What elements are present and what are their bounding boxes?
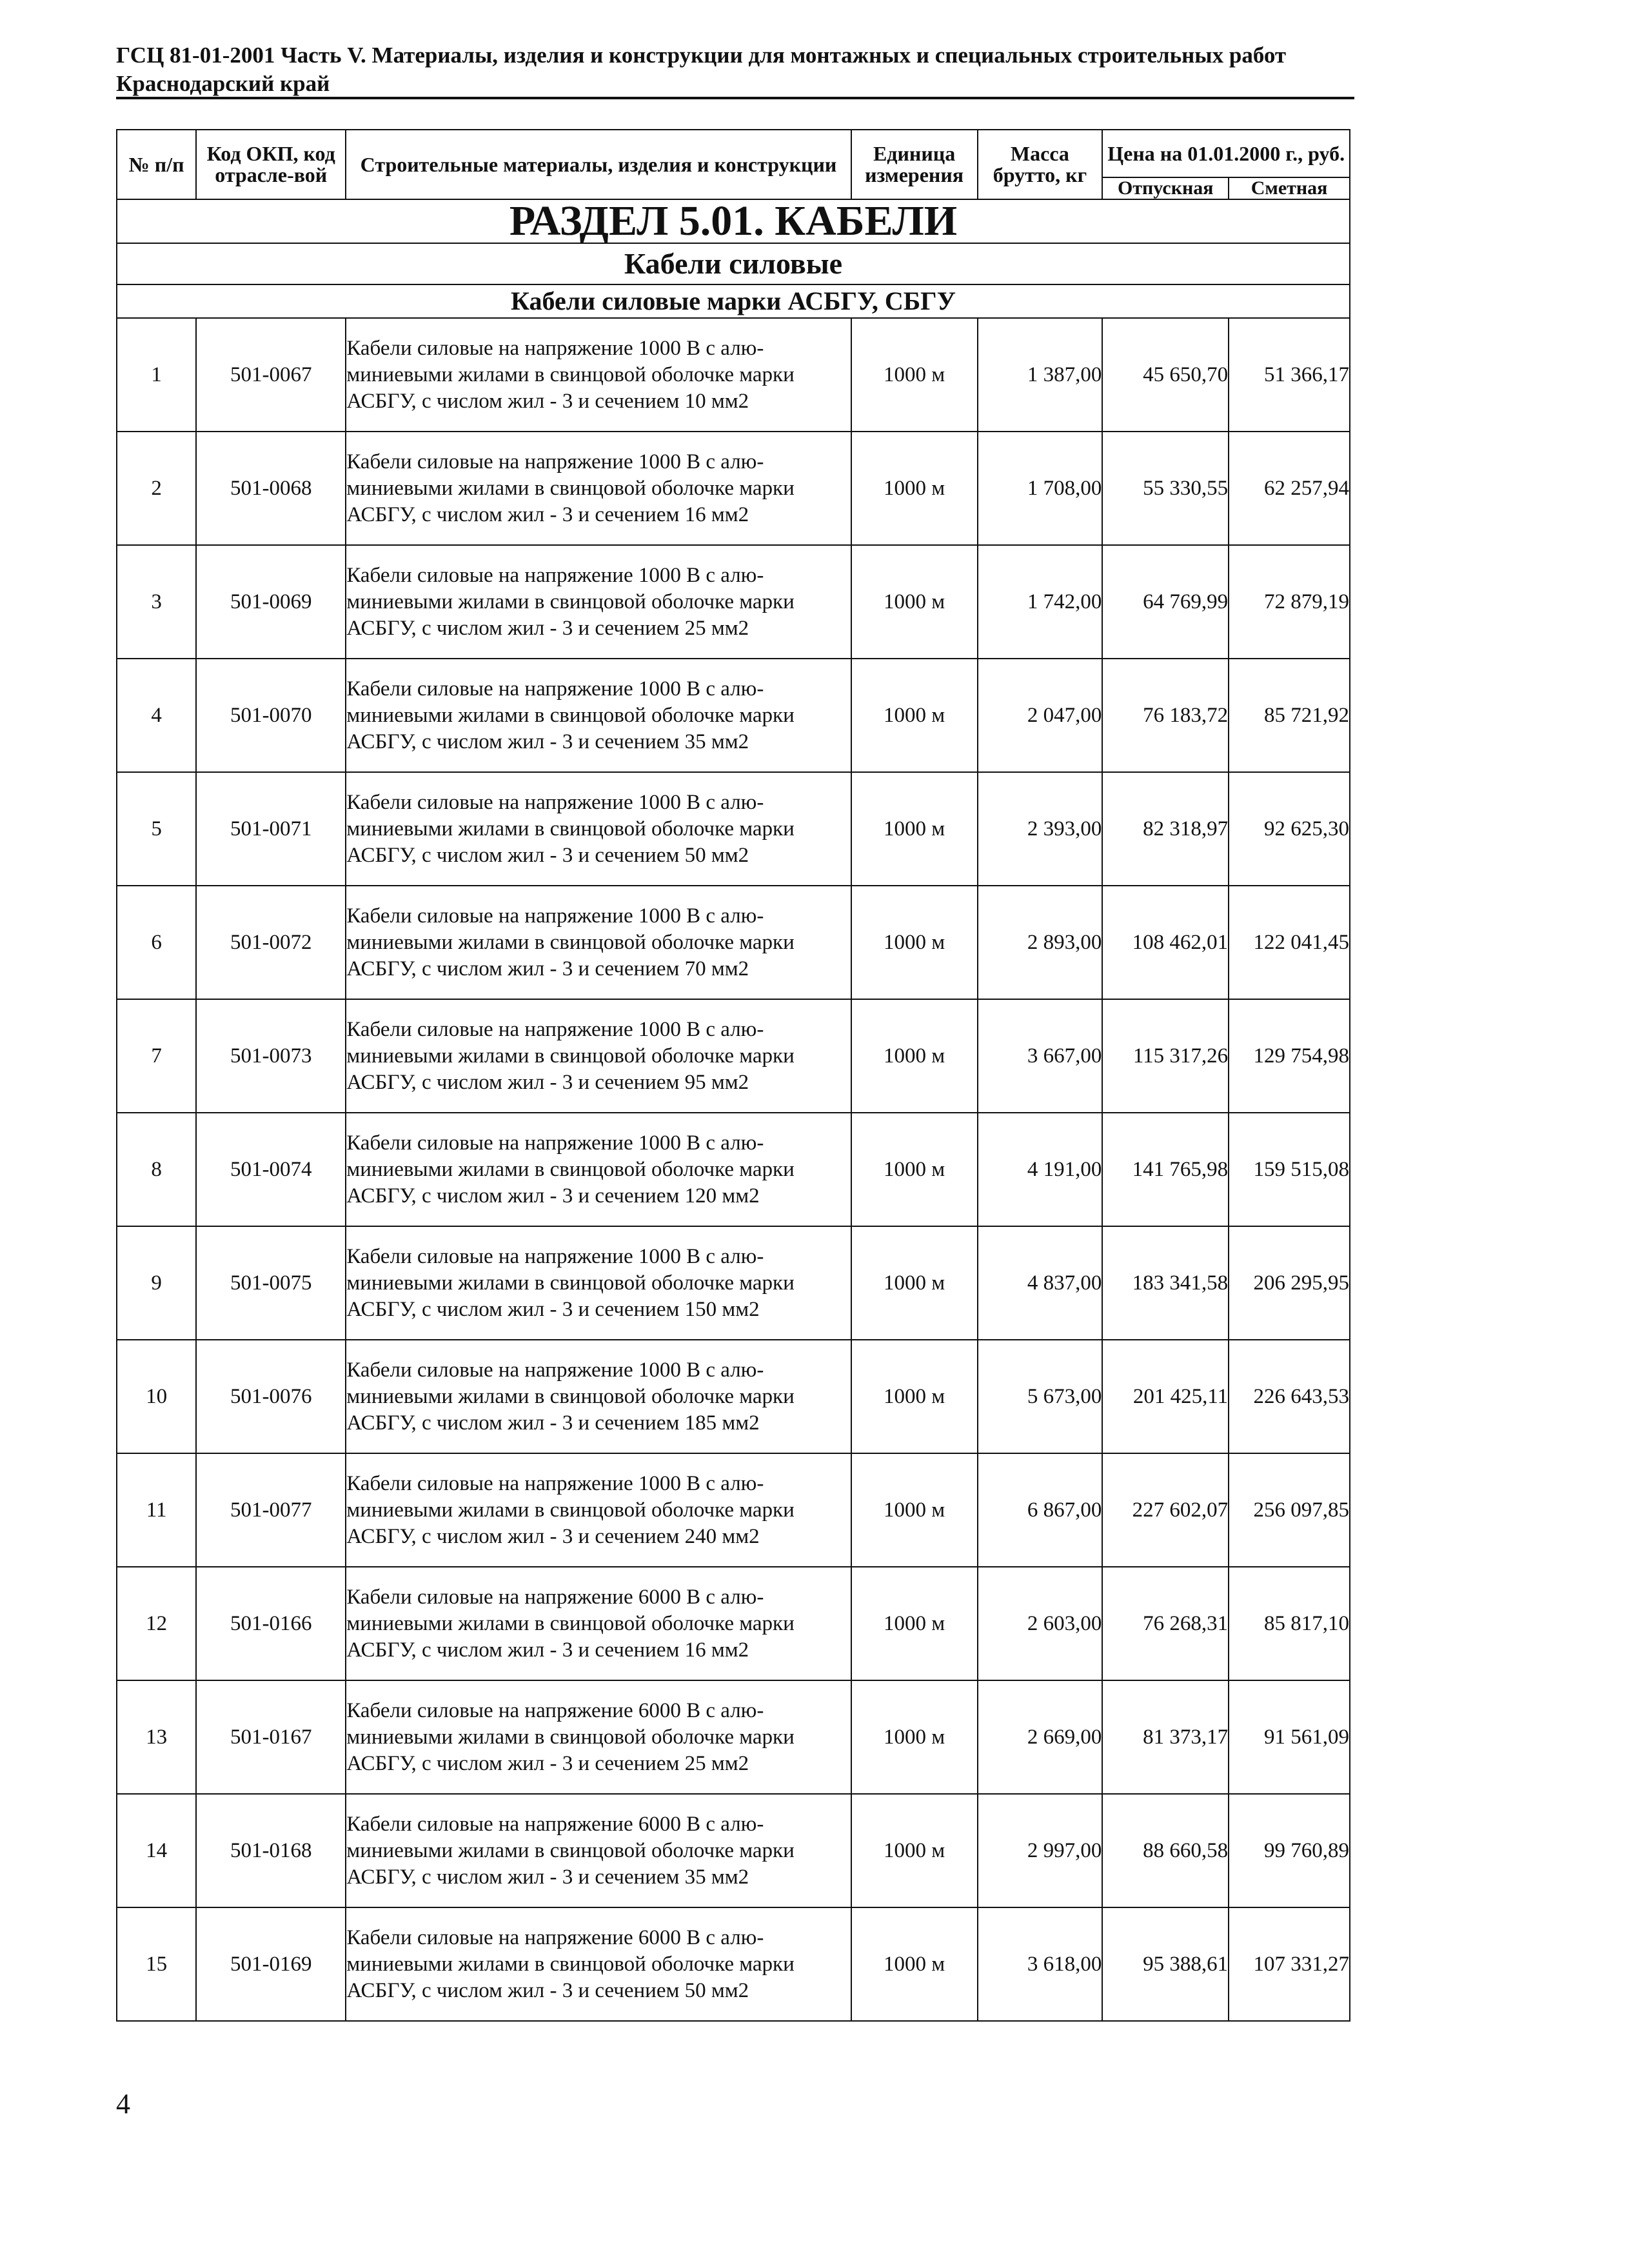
row-number: 5 [117,772,196,886]
row-mass: 6 867,00 [978,1453,1103,1567]
header-region: Краснодарский край [116,71,330,96]
row-number: 9 [117,1226,196,1340]
table-row [117,1567,1350,1680]
row-code: 501-0075 [196,1226,346,1340]
row-mass: 3 618,00 [978,1907,1103,2021]
row-mass: 3 667,00 [978,999,1103,1113]
table-row [117,1907,1350,2021]
row-price-estimate: 256 097,85 [1229,1453,1350,1567]
row-code: 501-0074 [196,1113,346,1226]
row-code: 501-0070 [196,659,346,772]
row-number: 15 [117,1907,196,2021]
row-price-estimate: 122 041,45 [1229,886,1350,999]
table-row [117,886,1350,999]
row-mass: 2 393,00 [978,772,1103,886]
row-price-release: 81 373,17 [1102,1680,1229,1794]
col-header-code: Код ОКП, код отрасле-вой [196,130,346,199]
table-row [117,1453,1350,1567]
row-price-estimate: 85 817,10 [1229,1567,1350,1680]
col-header-name: Строительные материалы, изделия и конструкции [346,130,851,199]
row-unit: 1000 м [851,999,978,1113]
col-header-num: № п/п [117,130,196,199]
row-code: 501-0069 [196,545,346,659]
row-unit: 1000 м [851,886,978,999]
row-description: Кабели силовые на напряжение 6000 В с алю-миниевыми жилами в свинцовой оболочке марки АСБГУ, с числом жил - 3 и сечением 25 мм2 [346,1680,851,1794]
row-description: Кабели силовые на напряжение 1000 В с алю-миниевыми жилами в свинцовой оболочке марки АСБГУ, с числом жил - 3 и сечением 50 мм2 [346,772,851,886]
row-price-release: 227 602,07 [1102,1453,1229,1567]
row-description: Кабели силовые на напряжение 6000 В с алю-миниевыми жилами в свинцовой оболочке марки АСБГУ, с числом жил - 3 и сечением 50 мм2 [346,1907,851,2021]
row-price-release: 88 660,58 [1102,1794,1229,1907]
page-header [116,41,1341,98]
row-price-release: 45 650,70 [1102,318,1229,432]
row-unit: 1000 м [851,318,978,432]
row-unit: 1000 м [851,432,978,545]
header-document-title: ГСЦ 81-01-2001 Часть V. Материалы, изделия и конструкции для монтажных и специальных строительных работ [116,43,1287,68]
row-mass: 1 742,00 [978,545,1103,659]
table-row [117,1794,1350,1907]
table-row [117,999,1350,1113]
row-mass: 2 047,00 [978,659,1103,772]
col-header-price-release: Отпускная [1102,177,1229,199]
page-number: 4 [116,2088,130,2120]
row-number: 10 [117,1340,196,1453]
row-mass: 2 893,00 [978,886,1103,999]
price-table [116,129,1350,2022]
row-price-release: 76 268,31 [1102,1567,1229,1680]
row-price-release: 55 330,55 [1102,432,1229,545]
row-unit: 1000 м [851,1907,978,2021]
row-description: Кабели силовые на напряжение 1000 В с алю-миниевыми жилами в свинцовой оболочке марки АСБГУ, с числом жил - 3 и сечением 35 мм2 [346,659,851,772]
table-row [117,1113,1350,1226]
row-unit: 1000 м [851,1113,978,1226]
table-row [117,432,1350,545]
row-number: 13 [117,1680,196,1794]
row-code: 501-0166 [196,1567,346,1680]
row-price-estimate: 62 257,94 [1229,432,1350,545]
row-mass: 2 669,00 [978,1680,1103,1794]
row-mass: 4 837,00 [978,1226,1103,1340]
header-divider [116,97,1354,99]
row-number: 8 [117,1113,196,1226]
row-code: 501-0168 [196,1794,346,1907]
row-code: 501-0077 [196,1453,346,1567]
row-price-estimate: 91 561,09 [1229,1680,1350,1794]
row-price-estimate: 85 721,92 [1229,659,1350,772]
row-mass: 4 191,00 [978,1113,1103,1226]
row-price-estimate: 99 760,89 [1229,1794,1350,1907]
section-title: РАЗДЕЛ 5.01. КАБЕЛИ [117,199,1350,243]
table-row [117,659,1350,772]
row-mass: 1 387,00 [978,318,1103,432]
row-number: 6 [117,886,196,999]
row-code: 501-0071 [196,772,346,886]
row-number: 11 [117,1453,196,1567]
row-price-release: 183 341,58 [1102,1226,1229,1340]
row-number: 3 [117,545,196,659]
row-unit: 1000 м [851,659,978,772]
row-description: Кабели силовые на напряжение 1000 В с алю-миниевыми жилами в свинцовой оболочке марки АСБГУ, с числом жил - 3 и сечением 240 мм2 [346,1453,851,1567]
col-header-mass: Масса брутто, кг [978,130,1103,199]
row-mass: 2 997,00 [978,1794,1103,1907]
row-mass: 1 708,00 [978,432,1103,545]
row-price-estimate: 206 295,95 [1229,1226,1350,1340]
table-row [117,1340,1350,1453]
row-price-estimate: 226 643,53 [1229,1340,1350,1453]
table-row [117,1226,1350,1340]
row-mass: 2 603,00 [978,1567,1103,1680]
col-header-price-estimate: Сметная [1229,177,1350,199]
row-code: 501-0169 [196,1907,346,2021]
row-description: Кабели силовые на напряжение 1000 В с алю-миниевыми жилами в свинцовой оболочке марки АСБГУ, с числом жил - 3 и сечением 185 мм2 [346,1340,851,1453]
row-description: Кабели силовые на напряжение 1000 В с алю-миниевыми жилами в свинцовой оболочке марки АСБГУ, с числом жил - 3 и сечением 95 мм2 [346,999,851,1113]
row-code: 501-0067 [196,318,346,432]
row-description: Кабели силовые на напряжение 1000 В с алю-миниевыми жилами в свинцовой оболочке марки АСБГУ, с числом жил - 3 и сечением 70 мм2 [346,886,851,999]
table-row [117,1680,1350,1794]
row-number: 4 [117,659,196,772]
row-price-estimate: 72 879,19 [1229,545,1350,659]
row-code: 501-0068 [196,432,346,545]
row-number: 2 [117,432,196,545]
table-row [117,545,1350,659]
row-unit: 1000 м [851,1794,978,1907]
row-price-estimate: 129 754,98 [1229,999,1350,1113]
row-code: 501-0073 [196,999,346,1113]
row-unit: 1000 м [851,1453,978,1567]
row-unit: 1000 м [851,772,978,886]
group-title: Кабели силовые [117,243,1350,284]
row-price-release: 201 425,11 [1102,1340,1229,1453]
row-number: 12 [117,1567,196,1680]
row-unit: 1000 м [851,1680,978,1794]
table-row [117,318,1350,432]
row-price-estimate: 107 331,27 [1229,1907,1350,2021]
row-description: Кабели силовые на напряжение 1000 В с алю-миниевыми жилами в свинцовой оболочке марки АСБГУ, с числом жил - 3 и сечением 10 мм2 [346,318,851,432]
row-price-release: 76 183,72 [1102,659,1229,772]
row-number: 7 [117,999,196,1113]
row-code: 501-0167 [196,1680,346,1794]
subgroup-title: Кабели силовые марки АСБГУ, СБГУ [117,284,1350,318]
row-price-estimate: 51 366,17 [1229,318,1350,432]
row-code: 501-0076 [196,1340,346,1453]
col-header-unit: Единица измерения [851,130,978,199]
row-price-release: 141 765,98 [1102,1113,1229,1226]
row-price-release: 82 318,97 [1102,772,1229,886]
row-price-release: 115 317,26 [1102,999,1229,1113]
row-description: Кабели силовые на напряжение 1000 В с алю-миниевыми жилами в свинцовой оболочке марки АСБГУ, с числом жил - 3 и сечением 120 мм2 [346,1113,851,1226]
row-code: 501-0072 [196,886,346,999]
row-unit: 1000 м [851,1567,978,1680]
row-description: Кабели силовые на напряжение 1000 В с алю-миниевыми жилами в свинцовой оболочке марки АСБГУ, с числом жил - 3 и сечением 16 мм2 [346,432,851,545]
table-row [117,772,1350,886]
row-price-release: 108 462,01 [1102,886,1229,999]
row-description: Кабели силовые на напряжение 1000 В с алю-миниевыми жилами в свинцовой оболочке марки АСБГУ, с числом жил - 3 и сечением 150 мм2 [346,1226,851,1340]
row-number: 14 [117,1794,196,1907]
row-number: 1 [117,318,196,432]
row-description: Кабели силовые на напряжение 6000 В с алю-миниевыми жилами в свинцовой оболочке марки АСБГУ, с числом жил - 3 и сечением 35 мм2 [346,1794,851,1907]
row-description: Кабели силовые на напряжение 1000 В с алю-миниевыми жилами в свинцовой оболочке марки АСБГУ, с числом жил - 3 и сечением 25 мм2 [346,545,851,659]
col-header-price: Цена на 01.01.2000 г., руб. [1102,130,1350,177]
row-price-estimate: 92 625,30 [1229,772,1350,886]
row-price-estimate: 159 515,08 [1229,1113,1350,1226]
row-unit: 1000 м [851,1226,978,1340]
row-unit: 1000 м [851,545,978,659]
row-price-release: 95 388,61 [1102,1907,1229,2021]
row-mass: 5 673,00 [978,1340,1103,1453]
row-price-release: 64 769,99 [1102,545,1229,659]
row-description: Кабели силовые на напряжение 6000 В с алю-миниевыми жилами в свинцовой оболочке марки АСБГУ, с числом жил - 3 и сечением 16 мм2 [346,1567,851,1680]
row-unit: 1000 м [851,1340,978,1453]
